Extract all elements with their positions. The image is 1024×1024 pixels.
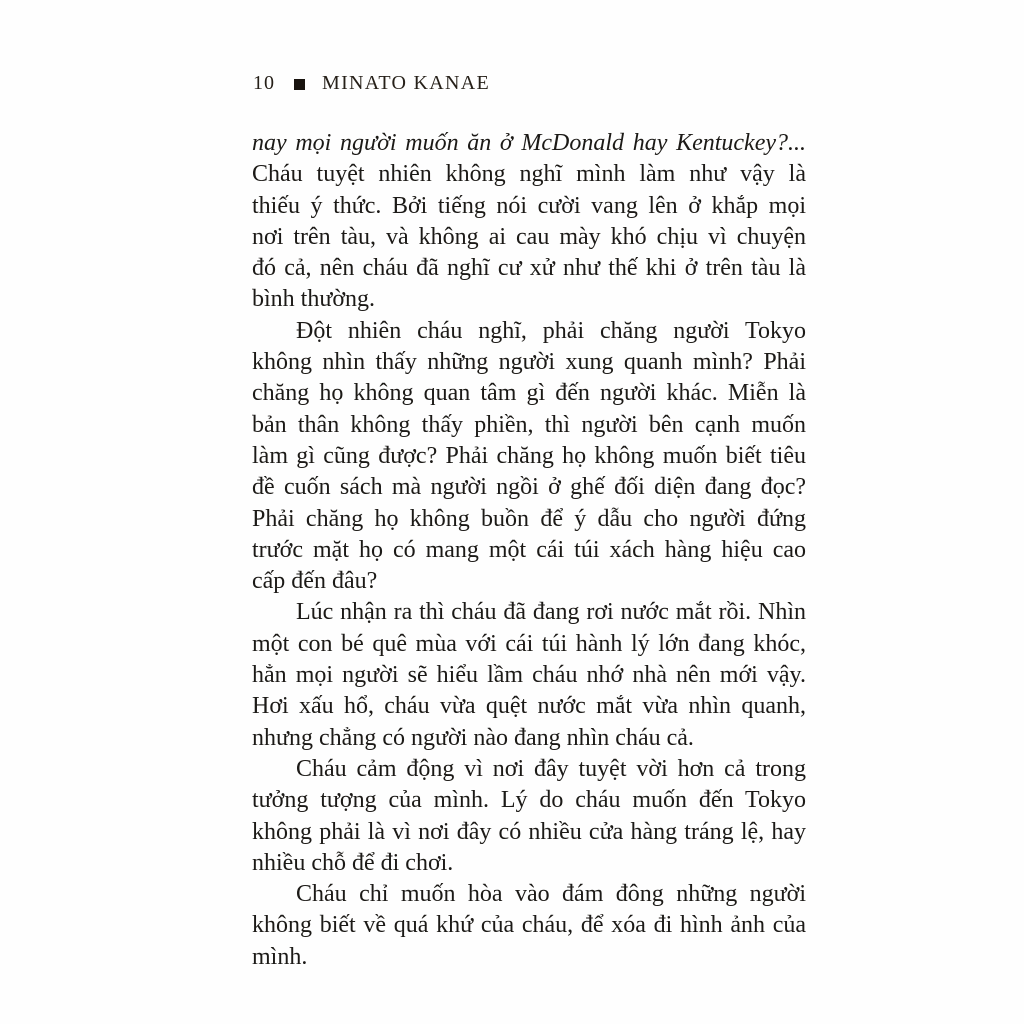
text-line: chăng họ không quan tâm gì đến người khác. Miễn là xyxy=(252,380,806,407)
text-line: mình. xyxy=(252,943,308,970)
text-line: không phải là vì nơi đây có nhiều cửa hàng tráng lệ, hay xyxy=(252,818,806,845)
text-line: làm gì cũng được? Phải chăng họ không muốn biết tiêu xyxy=(252,442,806,469)
page-header xyxy=(253,71,490,95)
text-line: nhiều chỗ để đi chơi. xyxy=(252,849,454,876)
page-number: 10 xyxy=(253,72,275,94)
text-line: hẳn mọi người sẽ hiểu lầm cháu nhớ nhà nên mới vậy. xyxy=(252,662,806,689)
text-line: đó cả, nên cháu đã nghĩ cư xử như thế khi ở trên tàu là xyxy=(252,255,806,282)
text-line: đề cuốn sách mà người ngồi ở ghế đối diện đang đọc? xyxy=(252,474,806,501)
text-line: Phải chăng họ không buồn để ý dẫu cho người đứng xyxy=(252,505,806,532)
running-title: MINATO KANAE xyxy=(322,72,491,94)
text-line: Cháu chỉ muốn hòa vào đám đông những người xyxy=(296,881,806,908)
text-line: tưởng tượng của mình. Lý do cháu muốn đến Tokyo xyxy=(252,787,806,814)
text-line: thiếu ý thức. Bởi tiếng nói cười vang lên ở khắp mọi xyxy=(252,192,806,219)
body-text-block xyxy=(252,128,806,973)
text-line: không nhìn thấy những người xung quanh mình? Phải xyxy=(252,349,806,376)
square-bullet-icon xyxy=(294,79,305,90)
text-line: bình thường. xyxy=(252,286,376,313)
text-line: nay mọi người muốn ăn ở McDonald hay Kentuckey?... xyxy=(252,130,806,156)
text-line: không biết về quá khứ của cháu, để xóa đi hình ảnh của xyxy=(252,912,806,939)
text-line: cấp đến đâu? xyxy=(252,568,378,595)
text-line: Cháu tuyệt nhiên không nghĩ mình làm như vậy là xyxy=(252,161,806,188)
text-line: nhưng chẳng có người nào đang nhìn cháu cả. xyxy=(252,724,694,751)
text-line: Lúc nhận ra thì cháu đã đang rơi nước mắt rồi. Nhìn xyxy=(296,599,806,626)
text-line: Cháu cảm động vì nơi đây tuyệt vời hơn cả trong xyxy=(296,755,806,782)
text-line: nơi trên tàu, và không ai cau mày khó chịu vì chuyện xyxy=(252,223,806,250)
text-line: bản thân không thấy phiền, thì người bên cạnh muốn xyxy=(252,411,806,438)
text-line: một con bé quê mùa với cái túi hành lý lớn đang khóc, xyxy=(252,630,806,657)
text-line: Đột nhiên cháu nghĩ, phải chăng người Tokyo xyxy=(296,317,806,344)
text-line: trước mặt họ có mang một cái túi xách hàng hiệu cao xyxy=(252,536,806,563)
text-line: Hơi xấu hổ, cháu vừa quệt nước mắt vừa nhìn quanh, xyxy=(252,693,806,720)
